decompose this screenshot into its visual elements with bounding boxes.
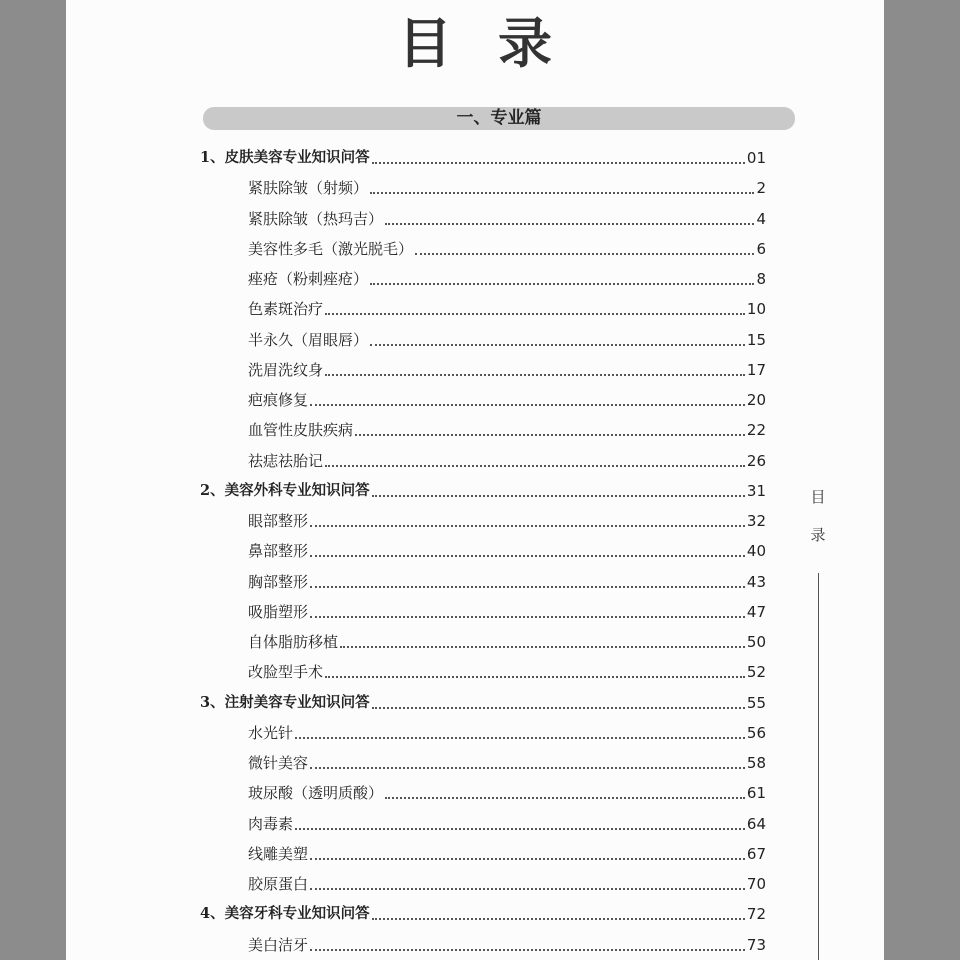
toc-entry-label: 祛痣祛胎记 <box>248 451 324 470</box>
dot-leader <box>325 676 745 678</box>
toc-entry-label: 改脸型手术 <box>248 663 324 682</box>
toc-entry-row <box>248 719 766 743</box>
toc-entry-row <box>248 931 766 955</box>
toc-entry-label: 半永久（眉眼唇） <box>248 330 369 349</box>
toc-entry-row <box>248 598 766 622</box>
toc-page-number: 56 <box>746 723 766 742</box>
toc-entry-row <box>248 386 766 410</box>
dot-leader <box>372 495 745 497</box>
dot-leader <box>325 374 745 376</box>
side-tab-char-2: 录 <box>810 526 826 544</box>
toc-entry-label: 4、美容牙科专业知识问答 <box>200 905 370 923</box>
dot-leader <box>310 949 745 951</box>
toc-entry-label: 疤痕修复 <box>248 391 309 409</box>
toc-page-number: 2 <box>756 179 766 198</box>
dot-leader <box>310 586 745 588</box>
dot-leader <box>355 434 745 436</box>
toc-entry-row <box>248 295 766 319</box>
book-page <box>66 0 884 960</box>
dot-leader <box>385 797 745 799</box>
dot-leader <box>310 525 745 527</box>
toc-entry-label: 微针美容 <box>248 754 309 772</box>
section-header: 一、专业篇 <box>203 107 795 130</box>
toc-page-number: 47 <box>746 602 766 621</box>
toc-entry-row <box>248 840 766 864</box>
toc-page-number: 67 <box>746 844 766 863</box>
dot-leader <box>340 646 745 648</box>
toc-entry-label: 胸部整形 <box>248 572 309 591</box>
toc-chapter-row <box>200 144 766 168</box>
side-tab-char-1: 目 <box>810 488 826 506</box>
toc-page-number: 70 <box>746 875 766 893</box>
toc-entry-label: 吸脂塑形 <box>248 602 309 621</box>
toc-page-number: 55 <box>746 693 766 712</box>
toc-entry-row <box>248 507 766 531</box>
toc-entry-row <box>248 537 766 561</box>
toc-entry-row <box>248 749 766 773</box>
toc-page-number: 4 <box>756 209 766 228</box>
toc-page-number: 01 <box>746 149 766 167</box>
toc-page-number: 31 <box>746 481 766 500</box>
toc-page-number: 32 <box>746 512 766 530</box>
side-divider <box>818 573 819 960</box>
toc-list <box>66 0 884 960</box>
toc-entry-row <box>248 779 766 803</box>
toc-entry-row <box>248 628 766 652</box>
toc-entry-row <box>248 810 766 834</box>
toc-page-number: 58 <box>746 754 766 772</box>
toc-entry-label: 1、皮肤美容专业知识问答 <box>200 149 370 166</box>
toc-entry-label: 2、美容外科专业知识问答 <box>200 481 370 499</box>
page-title: 目录 <box>398 11 598 75</box>
toc-entry-label: 洗眉洗纹身 <box>248 360 324 379</box>
dot-leader <box>372 918 745 920</box>
dot-leader <box>385 223 754 225</box>
toc-entry-label: 美白洁牙 <box>248 935 309 954</box>
toc-page-number: 61 <box>746 784 766 803</box>
toc-page-number: 22 <box>746 421 766 440</box>
dot-leader <box>370 192 754 194</box>
toc-entry-label: 鼻部整形 <box>248 542 309 561</box>
toc-page-number: 6 <box>756 239 766 258</box>
dot-leader <box>325 313 745 315</box>
dot-leader <box>370 283 754 285</box>
toc-page-number: 40 <box>746 542 766 561</box>
toc-page-number: 52 <box>746 663 766 682</box>
toc-entry-label: 肉毒素 <box>248 814 294 833</box>
dot-leader <box>295 737 745 739</box>
toc-page-number: 64 <box>746 814 766 833</box>
toc-chapter-row <box>200 900 766 924</box>
toc-entry-row <box>248 356 766 380</box>
toc-chapter-row <box>200 477 766 501</box>
dot-leader <box>370 344 745 346</box>
toc-page-number: 72 <box>746 905 766 924</box>
toc-entry-label: 紧肤除皱（热玛吉） <box>248 209 384 228</box>
toc-page-number: 50 <box>746 633 766 651</box>
dot-leader <box>310 888 745 890</box>
toc-entry-label: 线雕美塑 <box>248 844 309 863</box>
toc-entry-row <box>248 205 766 229</box>
dot-leader <box>372 162 745 164</box>
toc-page-number: 10 <box>746 300 766 319</box>
dot-leader <box>372 707 745 709</box>
toc-entry-label: 紧肤除皱（射频） <box>248 179 369 198</box>
toc-entry-label: 痤疮（粉刺痤疮） <box>248 270 369 288</box>
dot-leader <box>295 828 745 830</box>
toc-entry-label: 自体脂肪移植 <box>248 633 339 651</box>
toc-entry-label: 美容性多毛（激光脱毛） <box>248 239 414 258</box>
dot-leader <box>415 253 754 255</box>
dot-leader <box>310 555 745 557</box>
toc-chapter-row <box>200 689 766 713</box>
dot-leader <box>310 404 745 406</box>
toc-page-number: 20 <box>746 391 766 409</box>
toc-entry-row <box>248 265 766 289</box>
toc-entry-label: 3、注射美容专业知识问答 <box>200 693 370 711</box>
toc-entry-label: 胶原蛋白 <box>248 875 309 893</box>
toc-entry-label: 血管性皮肤疾病 <box>248 421 354 440</box>
toc-page-number: 26 <box>746 451 766 470</box>
toc-page-number: 8 <box>756 270 766 288</box>
toc-entry-label: 色素斑治疗 <box>248 300 324 319</box>
dot-leader <box>310 767 745 769</box>
dot-leader <box>325 465 745 467</box>
toc-page-number: 43 <box>746 572 766 591</box>
toc-entry-row <box>248 568 766 592</box>
toc-entry-row <box>248 326 766 350</box>
toc-entry-row <box>248 174 766 198</box>
dot-leader <box>310 616 745 618</box>
toc-page-number: 17 <box>746 360 766 379</box>
dot-leader <box>310 858 745 860</box>
toc-page-number: 73 <box>746 935 766 954</box>
toc-entry-row <box>248 658 766 682</box>
toc-entry-label: 眼部整形 <box>248 512 309 530</box>
toc-entry-row <box>248 416 766 440</box>
toc-entry-row <box>248 235 766 259</box>
toc-entry-label: 水光针 <box>248 723 294 742</box>
toc-entry-row <box>248 870 766 894</box>
toc-entry-label: 玻尿酸（透明质酸） <box>248 784 384 803</box>
toc-page-number: 15 <box>746 330 766 349</box>
toc-entry-row <box>248 447 766 471</box>
